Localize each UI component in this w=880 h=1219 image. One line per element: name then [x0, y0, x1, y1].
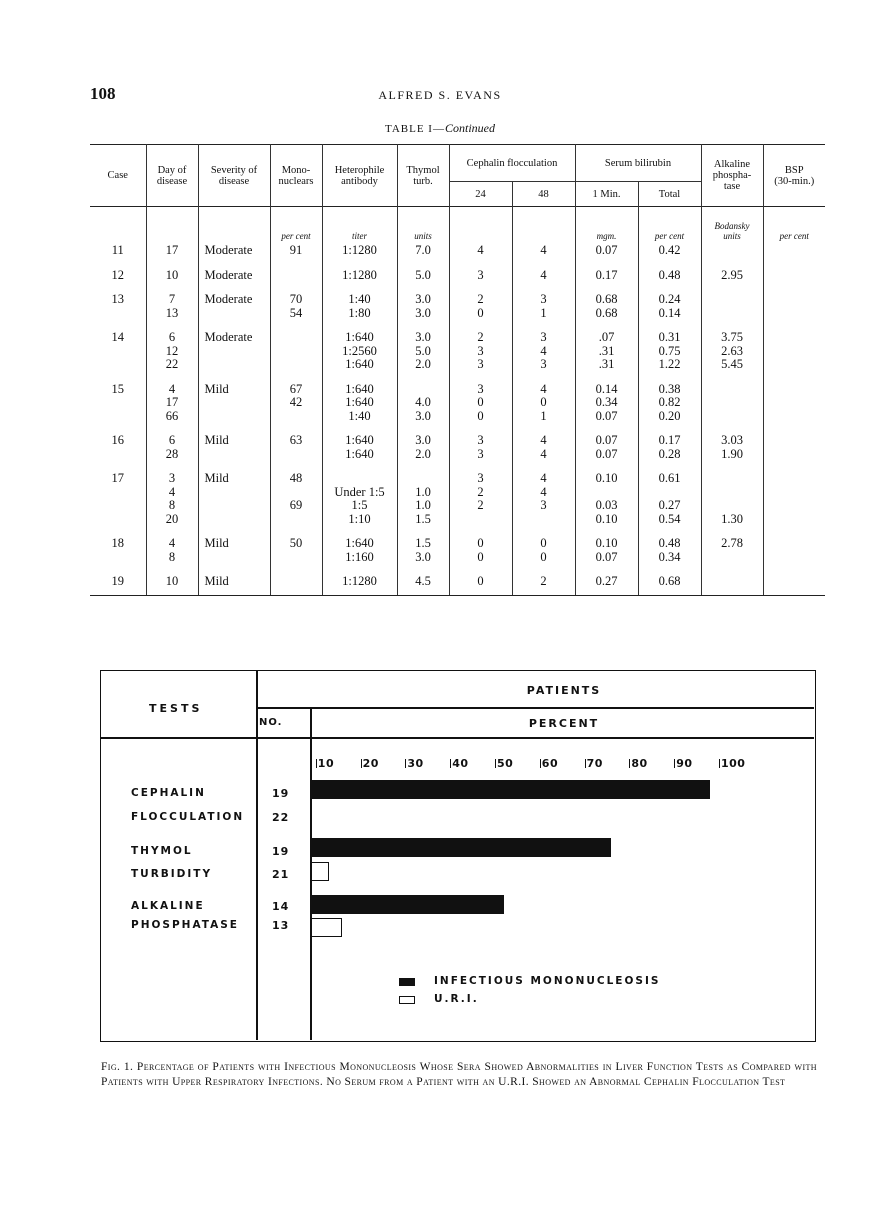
uri-cephalin-zero-mark [311, 815, 312, 823]
bar-im-2 [311, 895, 504, 914]
x-tick-mark [361, 759, 362, 768]
x-tick-label [450, 757, 468, 770]
header-tests: TESTS [149, 702, 203, 715]
cell-bilirubin-total: 0.31 0.75 1.22 [638, 320, 701, 372]
row-label-turbidity: TURBIDITY [131, 868, 213, 880]
header-bilirubin: Serum bilirubin [575, 145, 701, 182]
cell-bsp [763, 372, 825, 424]
cell-mono: 91 [270, 241, 322, 258]
cell-cephalin-48: 4 [512, 258, 575, 283]
table-row [90, 461, 825, 526]
x-tick-label [629, 757, 647, 770]
cell-severity: Moderate [198, 241, 270, 258]
cell-cephalin-24: 0 0 [449, 526, 512, 564]
n-cephalin-uri: 22 [272, 811, 290, 824]
cell-bilirubin-1min: 0.27 [575, 564, 638, 595]
divider-header [101, 737, 814, 739]
x-tick-label [316, 757, 334, 770]
cell-bsp [763, 526, 825, 564]
cell-bilirubin-1min: 0.10 0.03 0.10 [575, 461, 638, 526]
bar-im-0 [311, 780, 710, 799]
cell-bilirubin-total: 0.42 [638, 241, 701, 258]
x-tick-mark [719, 759, 720, 768]
cell-bsp [763, 241, 825, 258]
cell-cephalin-24: 3 0 0 [449, 372, 512, 424]
x-tick-mark [316, 759, 317, 768]
x-tick-text: 20 [362, 757, 379, 770]
cell-severity: Mild [198, 526, 270, 564]
bar-uri-2 [311, 918, 342, 937]
x-tick-mark [585, 759, 586, 768]
cell-severity: Mild [198, 372, 270, 424]
cell-cephalin-24: 2 0 [449, 282, 512, 320]
cell-mono: 48 69 [270, 461, 322, 526]
cell-bilirubin-total: 0.17 0.28 [638, 423, 701, 461]
cell-day: 4 17 66 [146, 372, 198, 424]
header-case: Case [107, 170, 128, 181]
table-row [90, 282, 825, 320]
cell-case: 12 [111, 267, 124, 282]
cell-case: 19 [90, 564, 146, 595]
cell-bsp [763, 258, 825, 283]
x-tick-label [361, 757, 379, 770]
bar-im-1 [311, 838, 611, 857]
header-bilirubin-total: Total [638, 182, 701, 207]
cell-alkaline [701, 564, 763, 595]
cell-hetero: 1:1280 [322, 564, 397, 595]
cell-bilirubin-total: 0.38 0.82 0.20 [638, 372, 701, 424]
cell-severity: Moderate [198, 320, 270, 372]
n-thymol-im: 19 [272, 845, 290, 858]
cell-bilirubin-1min: 0.14 0.34 0.07 [575, 372, 638, 424]
cell-alkaline [701, 241, 763, 258]
cell-day: 4 8 [146, 526, 198, 564]
legend-label-im: INFECTIOUS MONONUCLEOSIS [434, 975, 661, 987]
running-head: ALFRED S. EVANS [378, 88, 502, 102]
x-tick-text: 80 [631, 757, 648, 770]
cell-thymol: 1.5 3.0 [397, 526, 449, 564]
cell-thymol: 3.0 2.0 [397, 423, 449, 461]
table-caption-italic: Continued [444, 121, 495, 135]
cell-hetero: 1:1280 [322, 258, 397, 283]
data-table-wrapper [90, 144, 825, 596]
cell-case: 11 [111, 243, 124, 257]
page-number: 108 [90, 84, 116, 103]
table-caption [0, 121, 880, 136]
table-row [90, 320, 825, 372]
x-tick-text: 60 [541, 757, 559, 770]
row-label-alkaline: ALKALINE [131, 900, 205, 912]
table-caption-prefix: TABLE I— [385, 123, 445, 135]
cell-case: 17 [111, 471, 124, 485]
cell-cephalin-24: 0 [449, 564, 512, 595]
x-tick-mark [495, 759, 496, 768]
cell-thymol: 3.0 5.0 2.0 [397, 320, 449, 372]
cell-severity: Moderate [198, 258, 270, 283]
cell-bsp [763, 282, 825, 320]
cell-day: 10 [146, 564, 198, 595]
data-table [90, 144, 825, 596]
cell-hetero: 1:640 1:640 1:40 [322, 372, 397, 424]
cell-cephalin-24: 2 3 3 [449, 320, 512, 372]
header-no: NO. [259, 717, 283, 728]
header-alkaline: Alkaline phospha- tase [701, 145, 763, 207]
unit-bilitotal: per cent [638, 207, 701, 242]
cell-alkaline: 3.75 2.63 5.45 [701, 320, 763, 372]
cell-alkaline: 2.78 [701, 526, 763, 564]
cell-bilirubin-1min: 0.10 0.07 [575, 526, 638, 564]
table-row [90, 372, 825, 424]
cell-alkaline: 1.30 [701, 461, 763, 526]
cell-thymol: 7.0 [397, 241, 449, 258]
unit-mono: per cent [270, 207, 322, 242]
cell-bilirubin-1min: 0.07 0.07 [575, 423, 638, 461]
header-heterophile: Heterophile antibody [322, 145, 397, 207]
x-tick-text: 30 [407, 757, 424, 770]
cell-cephalin-48: 0 0 [512, 526, 575, 564]
cell-mono: 50 [270, 526, 322, 564]
cell-day: 10 [146, 258, 198, 283]
row-label-flocculation: FLOCCULATION [131, 811, 245, 823]
row-label-thymol: THYMOL [131, 845, 193, 857]
cell-mono: 63 [270, 423, 322, 461]
cell-bsp [763, 320, 825, 372]
table-row [90, 258, 825, 283]
bar-uri-1 [311, 862, 329, 881]
cell-bilirubin-1min: .07 .31 .31 [575, 320, 638, 372]
legend-swatch-im [399, 978, 415, 986]
cell-cephalin-48: 3 4 3 [512, 320, 575, 372]
cell-cephalin-24: 3 [449, 258, 512, 283]
x-tick-text: 70 [586, 757, 603, 770]
cell-cephalin-48: 4 4 [512, 423, 575, 461]
cell-bilirubin-total: 0.61 0.27 0.54 [638, 461, 701, 526]
figure-chart [100, 670, 816, 1042]
cell-mono: 70 54 [270, 282, 322, 320]
cell-mono: 67 42 [270, 372, 322, 424]
cell-cephalin-48: 4 4 3 [512, 461, 575, 526]
cell-case: 14 [111, 330, 124, 344]
x-tick-label [540, 757, 558, 770]
cell-hetero: 1:40 1:80 [322, 282, 397, 320]
cell-cephalin-24: 3 2 2 [449, 461, 512, 526]
cell-alkaline: 3.03 1.90 [701, 423, 763, 461]
cell-mono [270, 564, 322, 595]
x-tick-label [495, 757, 513, 770]
cell-bsp [763, 461, 825, 526]
header-patients: PATIENTS [526, 684, 602, 697]
x-tick-mark [540, 759, 541, 768]
n-cephalin-im: 19 [272, 787, 290, 800]
cell-hetero: 1:640 1:160 [322, 526, 397, 564]
divider-patients [256, 707, 814, 709]
cell-hetero: Under 1:5 1:5 1:10 [322, 461, 397, 526]
divider-tests [256, 671, 258, 1040]
cell-case: 13 [111, 292, 124, 306]
cell-cephalin-48: 4 [512, 241, 575, 258]
cell-case: 18 [111, 536, 124, 550]
cell-cephalin-48: 4 0 1 [512, 372, 575, 424]
figure-caption: Fig. 1. Percentage of Patients with Infectious Mononucleosis Whose Sera Showed Abnormalities in Liver Function Tests as Compared with Patients with Upper Respiratory Infections. No Serum from a Patient with an U.R.I. Showed an Abnormal Cephalin Flocculation Test [101, 1061, 817, 1088]
n-alkaline-uri: 13 [272, 919, 290, 932]
cell-day: 7 13 [146, 282, 198, 320]
cell-bsp [763, 423, 825, 461]
cell-day: 6 12 22 [146, 320, 198, 372]
x-tick-text: 90 [676, 757, 693, 770]
header-bilirubin-1min: 1 Min. [575, 182, 638, 207]
cell-bilirubin-1min: 0.17 [575, 258, 638, 283]
unit-thymol: units [397, 207, 449, 242]
cell-day: 17 [146, 241, 198, 258]
header-mononuclears: Mono- nuclears [270, 145, 322, 207]
cell-bsp [763, 564, 825, 595]
table-body [90, 207, 825, 596]
cell-day: 3 4 8 20 [146, 461, 198, 526]
x-tick-label [719, 757, 745, 770]
cell-bilirubin-1min: 0.07 [575, 241, 638, 258]
header-percent: PERCENT [528, 717, 600, 730]
legend-label-uri: U.R.I. [434, 993, 479, 1005]
header-severity: Severity of disease [198, 145, 270, 207]
units-row [90, 207, 825, 242]
cell-alkaline [701, 372, 763, 424]
header-bsp: BSP (30-min.) [763, 145, 825, 207]
table-row [90, 241, 825, 258]
cell-case: 16 [111, 433, 124, 447]
x-tick-label [674, 757, 692, 770]
cell-thymol: 4.0 3.0 [397, 372, 449, 424]
cell-hetero: 1:1280 [322, 241, 397, 258]
cell-severity: Mild [198, 423, 270, 461]
header-cephalin-48: 48 [512, 182, 575, 207]
unit-bili1: mgm. [575, 207, 638, 242]
legend-swatch-uri [399, 996, 415, 1004]
cell-hetero: 1:640 1:2560 1:640 [322, 320, 397, 372]
cell-bilirubin-total: 0.68 [638, 564, 701, 595]
header-thymol: Thymol turb. [397, 145, 449, 207]
table-row [90, 564, 825, 595]
x-tick-text: 100 [721, 757, 746, 770]
cell-cephalin-24: 4 [449, 241, 512, 258]
cell-alkaline: 2.95 [701, 258, 763, 283]
header-day: Day of disease [146, 145, 198, 207]
unit-hetero: titer [322, 207, 397, 242]
row-label-cephalin: CEPHALIN [131, 787, 206, 799]
header-cephalin-24: 24 [449, 182, 512, 207]
x-tick-label [405, 757, 423, 770]
cell-case: 15 [111, 381, 124, 396]
x-tick-text: 10 [317, 757, 335, 770]
cell-severity: Moderate [198, 282, 270, 320]
cell-mono [270, 258, 322, 283]
n-alkaline-im: 14 [272, 900, 290, 913]
cell-thymol: 1.0 1.0 1.5 [397, 461, 449, 526]
cell-thymol: 5.0 [397, 258, 449, 283]
cell-mono [270, 320, 322, 372]
cell-bilirubin-total: 0.24 0.14 [638, 282, 701, 320]
unit-bsp: per cent [763, 207, 825, 242]
cell-thymol: 4.5 [397, 564, 449, 595]
n-thymol-uri: 21 [272, 868, 290, 881]
cell-alkaline [701, 282, 763, 320]
cell-cephalin-48: 2 [512, 564, 575, 595]
x-tick-label [585, 757, 603, 770]
cell-thymol: 3.0 3.0 [397, 282, 449, 320]
x-tick-text: 50 [497, 757, 514, 770]
cell-cephalin-24: 3 3 [449, 423, 512, 461]
unit-alk: Bodansky units [701, 207, 763, 242]
cell-bilirubin-total: 0.48 0.34 [638, 526, 701, 564]
cell-bilirubin-1min: 0.68 0.68 [575, 282, 638, 320]
cell-severity: Mild [198, 461, 270, 526]
table-row [90, 423, 825, 461]
cell-hetero: 1:640 1:640 [322, 423, 397, 461]
cell-severity: Mild [198, 564, 270, 595]
cell-bilirubin-total: 0.48 [638, 258, 701, 283]
cell-day: 6 28 [146, 423, 198, 461]
cell-cephalin-48: 3 1 [512, 282, 575, 320]
header-cephalin: Cephalin flocculation [449, 145, 575, 182]
x-tick-text: 40 [452, 757, 469, 770]
row-label-phosphatase: PHOSPHATASE [131, 919, 239, 931]
table-row [90, 526, 825, 564]
